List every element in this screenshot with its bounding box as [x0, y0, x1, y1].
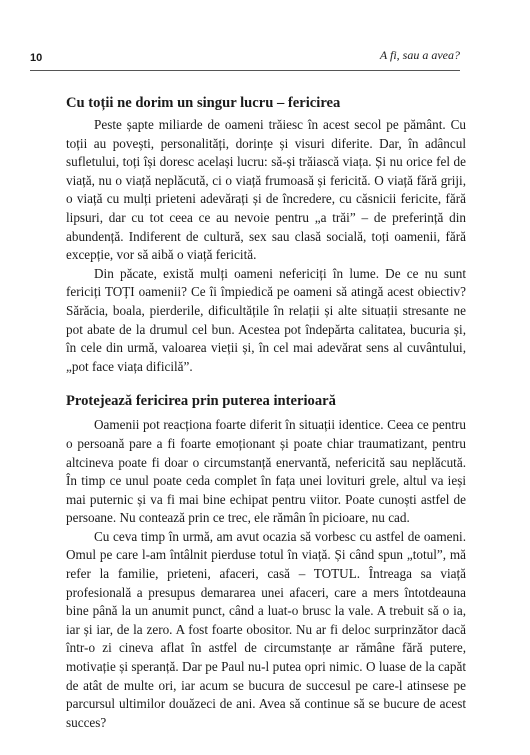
- section-inner-strength: [66, 392, 466, 732]
- page-number: 10: [30, 52, 43, 64]
- section-heading: Protejează fericirea prin puterea interioară: [66, 393, 336, 410]
- paragraph: Oamenii pot reacționa foarte diferit în situații identice. Ceea ce pentru o persoană pare a fi foarte emoționant și poate chiar traumatizant, pentru altcineva poate fi doar o circumstanță enervantă, nefericită sau neplăcută. În timp ce unul poate ceda complet în fața unei lovituri grele, altul va ieși mai puternic și va fi mai bine echipat pentru viitor. Poate cunoști astfel de persoane. Nu contează prin ce trec, ele rămân în picioare, nu cad.: [66, 417, 466, 526]
- page-body: [66, 94, 466, 732]
- paragraph: Din păcate, există mulți oameni nefericiți în lume. De ce nu sunt fericiți TOȚI oamenii? Ce îi împiedică pe oameni să atingă acest obiectiv? Sărăcia, boala, pierderile, dificultățile în relații și alte situații stresante ne pot abate de la drumul cel bun. Acestea pot îndepărta calitatea, bucuria și, în cele din urmă, valoarea vieții și, în cel mai adevărat sens al cuvântului, „pot face viața dificilă”.: [66, 265, 466, 374]
- paragraph: Peste șapte miliarde de oameni trăiesc în acest secol pe pământ. Cu toții au povești, personalități, dorințe și visuri diferite. Dar, în adâncul sufletului, toți își doresc același lucru: să-și trăiască viața. Și nu orice fel de viață, nu o viață neplăcută, ci o viață frumoasă și fericită. O viață fără griji, o viață cu mulți prieteni adevărați și de încredere, cu căsnicii fericite, fără lipsuri, dar cu tot ceea ce au nevoie pentru „a trăi” – de preferință din abundență. Indiferent de cultură, sex sau clasă socială, toți oamenii, fără excepție, vor să aibă o viață fericită.: [66, 117, 466, 263]
- section-heading: Cu toții ne dorim un singur lucru – fericirea: [66, 95, 341, 111]
- paragraph: Cu ceva timp în urmă, am avut ocazia să vorbesc cu astfel de oameni. Omul pe care l-am întâlnit pierduse totul în viață. Și când spun „totul”, mă refer la familie, prieteni, afaceri, casă – TOTUL. Întreaga sa viață profesională a presupus demararea unei afaceri, care a mers întotdeauna bine până la un anumit punct, când a luat-o brusc la vale. A trebuit să o ia, iar și iar, de la zero. A fost foarte obositor. Nu ar fi deloc surprinzător dacă într-o zi cineva aflat în astfel de circumstanțe ar rămâne fără putere, motivație și speranță. Dar pe Paul nu-l putea opri nimic. O luase de la capăt de atât de multe ori, iar acum se bucura de succesul pe care-l atinsese pe parcursul ultimilor douăzeci de ani. Avea să continue să se bucure de acest succes?: [66, 528, 466, 730]
- section-happiness: [66, 94, 466, 376]
- running-title: A fi, sau a avea?: [379, 48, 460, 62]
- header-divider: [30, 70, 460, 71]
- page-header: [30, 48, 460, 70]
